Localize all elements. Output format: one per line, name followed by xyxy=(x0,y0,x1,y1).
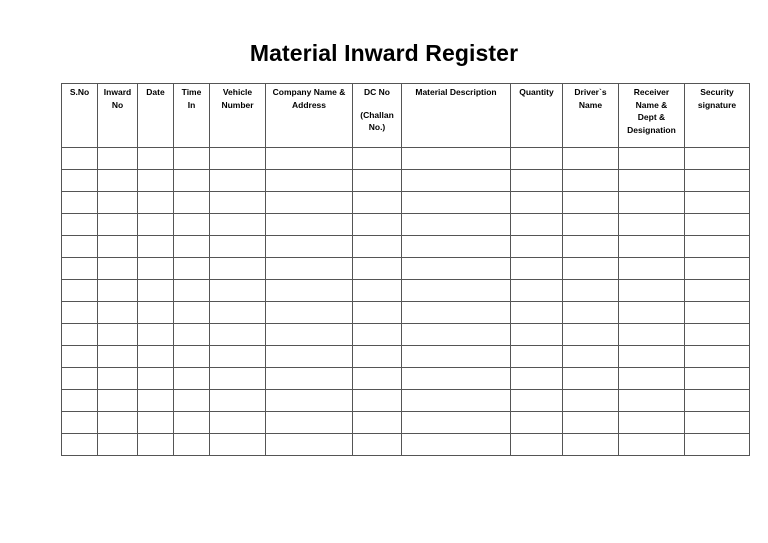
column-header-text: Number xyxy=(221,99,254,110)
table-cell[interactable] xyxy=(402,390,511,412)
table-cell[interactable] xyxy=(210,368,266,390)
column-header-text: Address xyxy=(291,99,326,110)
table-cell[interactable] xyxy=(138,192,174,214)
column-header-text: Designation xyxy=(627,124,676,135)
column-header xyxy=(402,84,511,148)
table-cell[interactable] xyxy=(210,412,266,434)
table-cell[interactable] xyxy=(98,390,138,412)
table-cell[interactable] xyxy=(266,192,353,214)
column-header-text: signature xyxy=(697,99,737,110)
table-cell[interactable] xyxy=(98,302,138,324)
table-cell[interactable] xyxy=(266,390,353,412)
table-cell[interactable] xyxy=(563,258,619,280)
column-header-text: (Challan xyxy=(360,109,394,120)
table-cell[interactable] xyxy=(402,214,511,236)
table-cell[interactable] xyxy=(619,412,685,434)
table-cell[interactable] xyxy=(353,148,402,170)
table-cell[interactable] xyxy=(210,280,266,302)
table-cell[interactable] xyxy=(174,192,210,214)
table-cell[interactable] xyxy=(685,368,750,390)
table-row xyxy=(62,324,750,346)
table-cell[interactable] xyxy=(98,324,138,346)
table-cell[interactable] xyxy=(210,214,266,236)
table-cell[interactable] xyxy=(619,346,685,368)
table-cell[interactable] xyxy=(619,148,685,170)
table-cell[interactable] xyxy=(511,280,563,302)
table-cell[interactable] xyxy=(511,390,563,412)
table-cell[interactable] xyxy=(62,390,98,412)
table-cell[interactable] xyxy=(266,236,353,258)
table-cell[interactable] xyxy=(62,434,98,456)
column-header-text: No xyxy=(111,99,124,110)
table-cell[interactable] xyxy=(62,368,98,390)
column-header-text: Company Name & xyxy=(272,87,346,97)
table-cell[interactable] xyxy=(402,412,511,434)
table-row xyxy=(62,412,750,434)
table-cell[interactable] xyxy=(511,170,563,192)
table-cell[interactable] xyxy=(511,368,563,390)
table-cell[interactable] xyxy=(563,280,619,302)
table-cell[interactable] xyxy=(353,236,402,258)
column-header-text: Driver`s xyxy=(574,87,607,97)
table-row xyxy=(62,148,750,170)
table-cell[interactable] xyxy=(138,170,174,192)
column-header-text: Vehicle xyxy=(222,87,253,97)
table-cell[interactable] xyxy=(402,302,511,324)
table-cell[interactable] xyxy=(174,170,210,192)
table-cell[interactable] xyxy=(685,302,750,324)
table-cell[interactable] xyxy=(210,148,266,170)
page-title: Material Inward Register xyxy=(249,40,519,66)
table-cell[interactable] xyxy=(402,346,511,368)
table-cell[interactable] xyxy=(174,258,210,280)
table-row xyxy=(62,236,750,258)
table-cell[interactable] xyxy=(511,236,563,258)
table-cell[interactable] xyxy=(685,324,750,346)
table-cell[interactable] xyxy=(353,368,402,390)
table-cell[interactable] xyxy=(511,324,563,346)
table-cell[interactable] xyxy=(210,390,266,412)
table-cell[interactable] xyxy=(402,170,511,192)
table-cell[interactable] xyxy=(138,302,174,324)
table-cell[interactable] xyxy=(266,302,353,324)
table-cell[interactable] xyxy=(685,434,750,456)
table-row xyxy=(62,170,750,192)
table-cell[interactable] xyxy=(563,412,619,434)
table-cell[interactable] xyxy=(174,236,210,258)
table-cell[interactable] xyxy=(62,302,98,324)
column-header xyxy=(353,84,402,148)
table-cell[interactable] xyxy=(511,346,563,368)
table-cell[interactable] xyxy=(62,148,98,170)
table-cell[interactable] xyxy=(138,368,174,390)
table-cell[interactable] xyxy=(685,236,750,258)
column-header xyxy=(619,84,685,148)
table-row xyxy=(62,214,750,236)
column-header-text: Material Description xyxy=(415,87,497,97)
column-header xyxy=(210,84,266,148)
table-cell[interactable] xyxy=(210,170,266,192)
table-cell[interactable] xyxy=(511,148,563,170)
table-cell[interactable] xyxy=(563,236,619,258)
table-row xyxy=(62,434,750,456)
table-cell[interactable] xyxy=(210,346,266,368)
table-cell[interactable] xyxy=(98,148,138,170)
table-cell[interactable] xyxy=(511,258,563,280)
column-header xyxy=(685,84,750,148)
table-cell[interactable] xyxy=(685,412,750,434)
table-cell[interactable] xyxy=(98,192,138,214)
table-cell[interactable] xyxy=(402,148,511,170)
table-cell[interactable] xyxy=(266,346,353,368)
table-cell[interactable] xyxy=(62,324,98,346)
table-cell[interactable] xyxy=(563,346,619,368)
table-row xyxy=(62,280,750,302)
table-cell[interactable] xyxy=(138,258,174,280)
table-cell[interactable] xyxy=(685,214,750,236)
table-cell[interactable] xyxy=(62,170,98,192)
table-cell[interactable] xyxy=(98,368,138,390)
table-cell[interactable] xyxy=(174,412,210,434)
table-cell[interactable] xyxy=(210,236,266,258)
table-cell[interactable] xyxy=(353,434,402,456)
table-cell[interactable] xyxy=(98,214,138,236)
table-cell[interactable] xyxy=(62,192,98,214)
table-cell[interactable] xyxy=(353,214,402,236)
table-row xyxy=(62,346,750,368)
table-cell[interactable] xyxy=(210,302,266,324)
column-header xyxy=(174,84,210,148)
column-header-text: Time xyxy=(181,87,202,97)
table-cell[interactable] xyxy=(619,236,685,258)
table-cell[interactable] xyxy=(353,192,402,214)
table-cell[interactable] xyxy=(210,434,266,456)
table-cell[interactable] xyxy=(62,412,98,434)
table-cell[interactable] xyxy=(98,258,138,280)
header-row xyxy=(62,84,750,148)
table-cell[interactable] xyxy=(174,346,210,368)
table-cell[interactable] xyxy=(98,434,138,456)
column-header xyxy=(62,84,98,148)
table-cell[interactable] xyxy=(174,148,210,170)
column-header-text: Name & xyxy=(635,99,668,110)
table-cell[interactable] xyxy=(685,390,750,412)
table-cell[interactable] xyxy=(210,324,266,346)
table-cell[interactable] xyxy=(402,258,511,280)
table-cell[interactable] xyxy=(98,170,138,192)
table-row xyxy=(62,390,750,412)
table-cell[interactable] xyxy=(619,280,685,302)
table-cell[interactable] xyxy=(62,214,98,236)
table-cell[interactable] xyxy=(353,412,402,434)
table-cell[interactable] xyxy=(174,390,210,412)
column-header xyxy=(511,84,563,148)
table-cell[interactable] xyxy=(563,148,619,170)
table-cell[interactable] xyxy=(685,148,750,170)
table-cell[interactable] xyxy=(619,302,685,324)
table-cell[interactable] xyxy=(138,236,174,258)
column-header-text: Name xyxy=(578,99,603,110)
table-cell[interactable] xyxy=(138,148,174,170)
table-cell[interactable] xyxy=(210,258,266,280)
table-cell[interactable] xyxy=(98,412,138,434)
table-cell[interactable] xyxy=(511,214,563,236)
table-cell[interactable] xyxy=(511,434,563,456)
table-row xyxy=(62,258,750,280)
table-cell[interactable] xyxy=(619,258,685,280)
column-header-text: Inward xyxy=(103,87,132,97)
table-cell[interactable] xyxy=(138,324,174,346)
table-cell[interactable] xyxy=(402,280,511,302)
table-cell[interactable] xyxy=(62,236,98,258)
table-cell[interactable] xyxy=(266,214,353,236)
table-cell[interactable] xyxy=(619,192,685,214)
column-header xyxy=(98,84,138,148)
table-cell[interactable] xyxy=(563,214,619,236)
table-cell[interactable] xyxy=(619,368,685,390)
table-cell[interactable] xyxy=(511,302,563,324)
table-cell[interactable] xyxy=(685,192,750,214)
table-cell[interactable] xyxy=(266,258,353,280)
table-cell[interactable] xyxy=(174,214,210,236)
table-cell[interactable] xyxy=(563,390,619,412)
table-cell[interactable] xyxy=(353,346,402,368)
table-cell[interactable] xyxy=(563,302,619,324)
table-cell[interactable] xyxy=(266,170,353,192)
column-header xyxy=(138,84,174,148)
table-cell[interactable] xyxy=(62,346,98,368)
register-table xyxy=(61,83,750,456)
table-cell[interactable] xyxy=(266,148,353,170)
table-cell[interactable] xyxy=(138,412,174,434)
table-cell[interactable] xyxy=(685,258,750,280)
table-cell[interactable] xyxy=(402,434,511,456)
column-header-text: In xyxy=(187,99,196,110)
table-cell[interactable] xyxy=(511,192,563,214)
table-cell[interactable] xyxy=(619,390,685,412)
table-cell[interactable] xyxy=(685,170,750,192)
table-cell[interactable] xyxy=(563,192,619,214)
table-cell[interactable] xyxy=(619,434,685,456)
table-cell[interactable] xyxy=(174,368,210,390)
table-cell[interactable] xyxy=(402,192,511,214)
table-cell[interactable] xyxy=(563,368,619,390)
column-header-text: Dept & xyxy=(637,112,666,122)
header-spacer xyxy=(353,99,401,109)
table-cell[interactable] xyxy=(353,170,402,192)
table-cell[interactable] xyxy=(174,302,210,324)
table-cell[interactable] xyxy=(210,192,266,214)
table-body xyxy=(62,148,750,456)
table-cell[interactable] xyxy=(138,346,174,368)
table-cell[interactable] xyxy=(138,214,174,236)
table-cell[interactable] xyxy=(511,412,563,434)
column-header-text: No.) xyxy=(368,122,386,132)
table-cell[interactable] xyxy=(266,434,353,456)
table-cell[interactable] xyxy=(266,412,353,434)
table-cell[interactable] xyxy=(353,280,402,302)
table-cell[interactable] xyxy=(98,236,138,258)
table-row xyxy=(62,302,750,324)
table-cell[interactable] xyxy=(138,434,174,456)
table-cell[interactable] xyxy=(98,280,138,302)
table-cell[interactable] xyxy=(62,280,98,302)
table-cell[interactable] xyxy=(353,258,402,280)
table-cell[interactable] xyxy=(266,280,353,302)
table-cell[interactable] xyxy=(353,324,402,346)
table-cell[interactable] xyxy=(619,324,685,346)
table-cell[interactable] xyxy=(619,170,685,192)
column-header xyxy=(266,84,353,148)
table-cell[interactable] xyxy=(402,368,511,390)
table-cell[interactable] xyxy=(266,368,353,390)
table-row xyxy=(62,192,750,214)
table-cell[interactable] xyxy=(619,214,685,236)
column-header-text: Security xyxy=(700,87,734,97)
column-header-text: Receiver xyxy=(633,87,670,97)
column-header-text: Quantity xyxy=(519,87,554,97)
table-cell[interactable] xyxy=(174,324,210,346)
table-cell[interactable] xyxy=(266,324,353,346)
column-header-text: DC No xyxy=(364,87,390,97)
table-cell[interactable] xyxy=(62,258,98,280)
table-row xyxy=(62,368,750,390)
table-cell[interactable] xyxy=(402,236,511,258)
table-cell[interactable] xyxy=(563,170,619,192)
table-cell[interactable] xyxy=(563,434,619,456)
column-header xyxy=(563,84,619,148)
table-cell[interactable] xyxy=(685,280,750,302)
table-cell[interactable] xyxy=(98,346,138,368)
table-cell[interactable] xyxy=(402,324,511,346)
table-cell[interactable] xyxy=(174,434,210,456)
table-cell[interactable] xyxy=(353,302,402,324)
table-cell[interactable] xyxy=(174,280,210,302)
table-cell[interactable] xyxy=(685,346,750,368)
table-cell[interactable] xyxy=(138,390,174,412)
column-header-text: Date xyxy=(146,87,165,97)
table-cell[interactable] xyxy=(138,280,174,302)
table-cell[interactable] xyxy=(563,324,619,346)
column-header-text: S.No xyxy=(69,87,90,97)
table-cell[interactable] xyxy=(353,390,402,412)
